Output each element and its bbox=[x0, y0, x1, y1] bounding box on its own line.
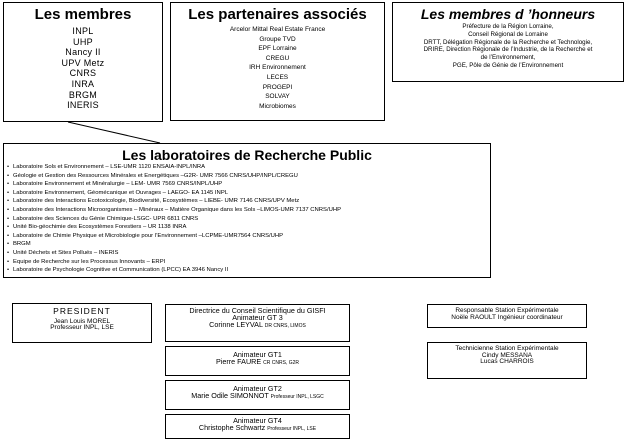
gt1-affiliation: CR CNRS, G2R bbox=[263, 360, 299, 367]
station-technician-name: Cindy MESSANA bbox=[481, 351, 533, 359]
public-labs-box bbox=[3, 143, 491, 278]
gt2-name: Marie Odile SIMONNOT bbox=[191, 391, 269, 401]
partner-item: PROGEPI bbox=[262, 83, 293, 91]
bullet-icon: • bbox=[7, 241, 10, 248]
bullet-icon: • bbox=[7, 249, 10, 256]
members-title: Les membres bbox=[34, 6, 132, 23]
partners-box bbox=[170, 2, 385, 121]
public-labs-list bbox=[4, 163, 490, 275]
honorary-member-line: PGE, Pôle de Génie de l’Environnement bbox=[452, 61, 564, 69]
lab-item bbox=[7, 240, 490, 249]
partner-item: LECES bbox=[266, 73, 289, 81]
gt4-name: Christophe Schwartz bbox=[198, 423, 266, 433]
lab-item bbox=[7, 223, 490, 232]
scientific-director-affiliation: DR CNRS, LIMOS bbox=[264, 323, 306, 330]
station-technician-box bbox=[427, 342, 587, 379]
bullet-icon: • bbox=[7, 258, 10, 265]
lab-item bbox=[7, 258, 490, 267]
lab-item bbox=[7, 249, 490, 258]
lab-item bbox=[7, 206, 490, 215]
gt4-affiliation: Professeur INPL, LSE bbox=[267, 426, 317, 433]
partner-item: Arcelor Mittal Real Estate France bbox=[229, 26, 326, 33]
partner-item: SOLVAY bbox=[265, 93, 290, 101]
member-item: CNRS bbox=[69, 68, 97, 79]
gt1-name: Pierre FAURE bbox=[216, 357, 262, 367]
lab-name: Laboratoire de Psychologie Cognitive et Communication (LPCC) EA 3946 Nancy II bbox=[13, 267, 229, 274]
honorary-member-line: DRTT, Délégation Régionale de la Recherche et Technologie, bbox=[423, 38, 593, 46]
bullet-icon: • bbox=[7, 181, 10, 188]
lab-name: Unité Déchets et Sites Pollués – INERIS bbox=[13, 249, 119, 256]
partners-list bbox=[171, 25, 384, 111]
president-name: Jean Louis MOREL bbox=[53, 317, 111, 325]
honorary-members-title: Les membres d ’honneurs bbox=[420, 6, 596, 22]
lab-item bbox=[7, 180, 490, 189]
lab-name: Géologie et Gestion des Ressources Minérales et Energétiques –G2R- UMR 7566 CNRS/UHP/INPL/CREGU bbox=[13, 172, 298, 179]
partner-item: Groupe TVD bbox=[259, 35, 296, 43]
gt2-animator-box bbox=[165, 380, 350, 410]
member-item: BRGM bbox=[68, 89, 98, 100]
gt4-heading: Animateur GT4 bbox=[233, 416, 282, 425]
lab-name: Laboratoire des Interactions Ecotoxicologie, Biodiversité, Ecosystèmes – LIEBE- UMR 7146 CNRS/UPV Metz bbox=[13, 198, 300, 205]
bullet-icon: • bbox=[7, 189, 10, 196]
station-manager-box bbox=[427, 304, 587, 328]
gt1-heading: Animateur GT1 bbox=[233, 350, 282, 359]
scientific-director-box bbox=[165, 304, 350, 342]
partners-title: Les partenaires associés bbox=[188, 6, 367, 23]
bullet-icon: • bbox=[7, 267, 10, 274]
member-item: INPL bbox=[72, 26, 94, 36]
lab-item bbox=[7, 215, 490, 224]
lab-item bbox=[7, 266, 490, 275]
lab-name: Laboratoire de Chimie Physique et Microbiologie pour l’Environnement –LCPME-UMR7564 CNRS/UHP bbox=[13, 232, 284, 239]
bullet-icon: • bbox=[7, 232, 10, 239]
member-item: UPV Metz bbox=[61, 57, 105, 68]
honorary-member-line: Préfecture de la Région Lorraine, bbox=[462, 23, 554, 30]
lab-name: BRGM bbox=[13, 241, 31, 248]
members-box bbox=[3, 2, 163, 122]
gt1-animator-box bbox=[165, 346, 350, 376]
honorary-members-list bbox=[393, 23, 623, 70]
president-box bbox=[12, 303, 152, 343]
bullet-icon: • bbox=[7, 215, 10, 222]
lab-item bbox=[7, 189, 490, 198]
lab-item bbox=[7, 232, 490, 241]
lab-name: Laboratoire Sols et Environnement – LSE-UMR 1120 ENSAIA-INPL/INRA bbox=[13, 164, 206, 170]
bullet-icon: • bbox=[7, 164, 10, 170]
members-list bbox=[4, 26, 162, 111]
partner-item: EPF Lorraine bbox=[258, 45, 297, 53]
member-item: INRA bbox=[71, 78, 95, 89]
partner-item: IRH Environnement bbox=[249, 64, 306, 72]
scientific-director-gt-label: Animateur GT 3 bbox=[232, 313, 283, 323]
scientific-director-title: Directrice du Conseil Scientifique du GISFI bbox=[189, 306, 326, 315]
honorary-member-line: de l’Environnement, bbox=[480, 54, 536, 62]
honorary-members-box bbox=[392, 2, 624, 82]
bullet-icon: • bbox=[7, 198, 10, 205]
public-labs-title: Les laboratoires de Recherche Public bbox=[122, 147, 372, 163]
station-technician-second-name: Lucas CHARROIS bbox=[480, 358, 534, 365]
lab-item bbox=[7, 172, 490, 181]
honorary-member-line: DRIRE, Direction Régionale de l’Industrie, de la Recherche et bbox=[423, 46, 593, 54]
bullet-icon: • bbox=[7, 224, 10, 231]
member-item: UHP bbox=[73, 36, 93, 47]
bullet-icon: • bbox=[7, 206, 10, 213]
lab-item bbox=[7, 197, 490, 206]
partner-item: Microbiomes bbox=[259, 102, 296, 110]
member-item: Nancy II bbox=[65, 47, 101, 58]
gt4-animator-box bbox=[165, 414, 350, 439]
lab-name: Laboratoire des Interactions Microorganismes – Minéraux – Matière Organique dans les Sols –LIMOS-UMR 7137 CNRS/UHP bbox=[13, 206, 342, 213]
member-item: INERIS bbox=[67, 100, 99, 111]
scientific-director-name: Corinne LEYVAL bbox=[209, 320, 263, 330]
gt2-affiliation: Professeur INPL, LSGC bbox=[270, 394, 324, 401]
lab-name: Equipe de Recherche sur les Processus Innovants – ERPI bbox=[13, 258, 166, 265]
station-manager-title: Responsable Station Expérimentale bbox=[455, 307, 559, 314]
lab-item bbox=[7, 163, 490, 172]
partner-item: CREGU bbox=[265, 54, 290, 62]
lab-name: Laboratoire Environnement, Géomécanique et Ouvrages – LAEGO- EA 1145 INPL bbox=[13, 189, 229, 196]
president-heading: PRESIDENT bbox=[53, 306, 111, 316]
honorary-member-line: Conseil Régional de Lorraine bbox=[468, 30, 548, 38]
bullet-icon: • bbox=[7, 172, 10, 179]
lab-name: Unité Bio-géochimie des Ecosystèmes Forestiers – UR 1138 INRA bbox=[13, 224, 187, 231]
lab-name: Laboratoire des Sciences du Génie Chimique-LSGC- UPR 6811 CNRS bbox=[13, 215, 199, 222]
president-role: Professeur INPL, LSE bbox=[50, 324, 114, 331]
gt2-heading: Animateur GT2 bbox=[233, 384, 282, 393]
lab-name: Laboratoire Environnement et Minéralurgie – LEM- UMR 7569 CNRS/INPL/UHP bbox=[13, 181, 223, 188]
station-technician-title: Technicienne Station Expérimentale bbox=[455, 345, 559, 352]
station-manager-name: Noële RAOULT Ingénieur coordinateur bbox=[451, 313, 563, 321]
